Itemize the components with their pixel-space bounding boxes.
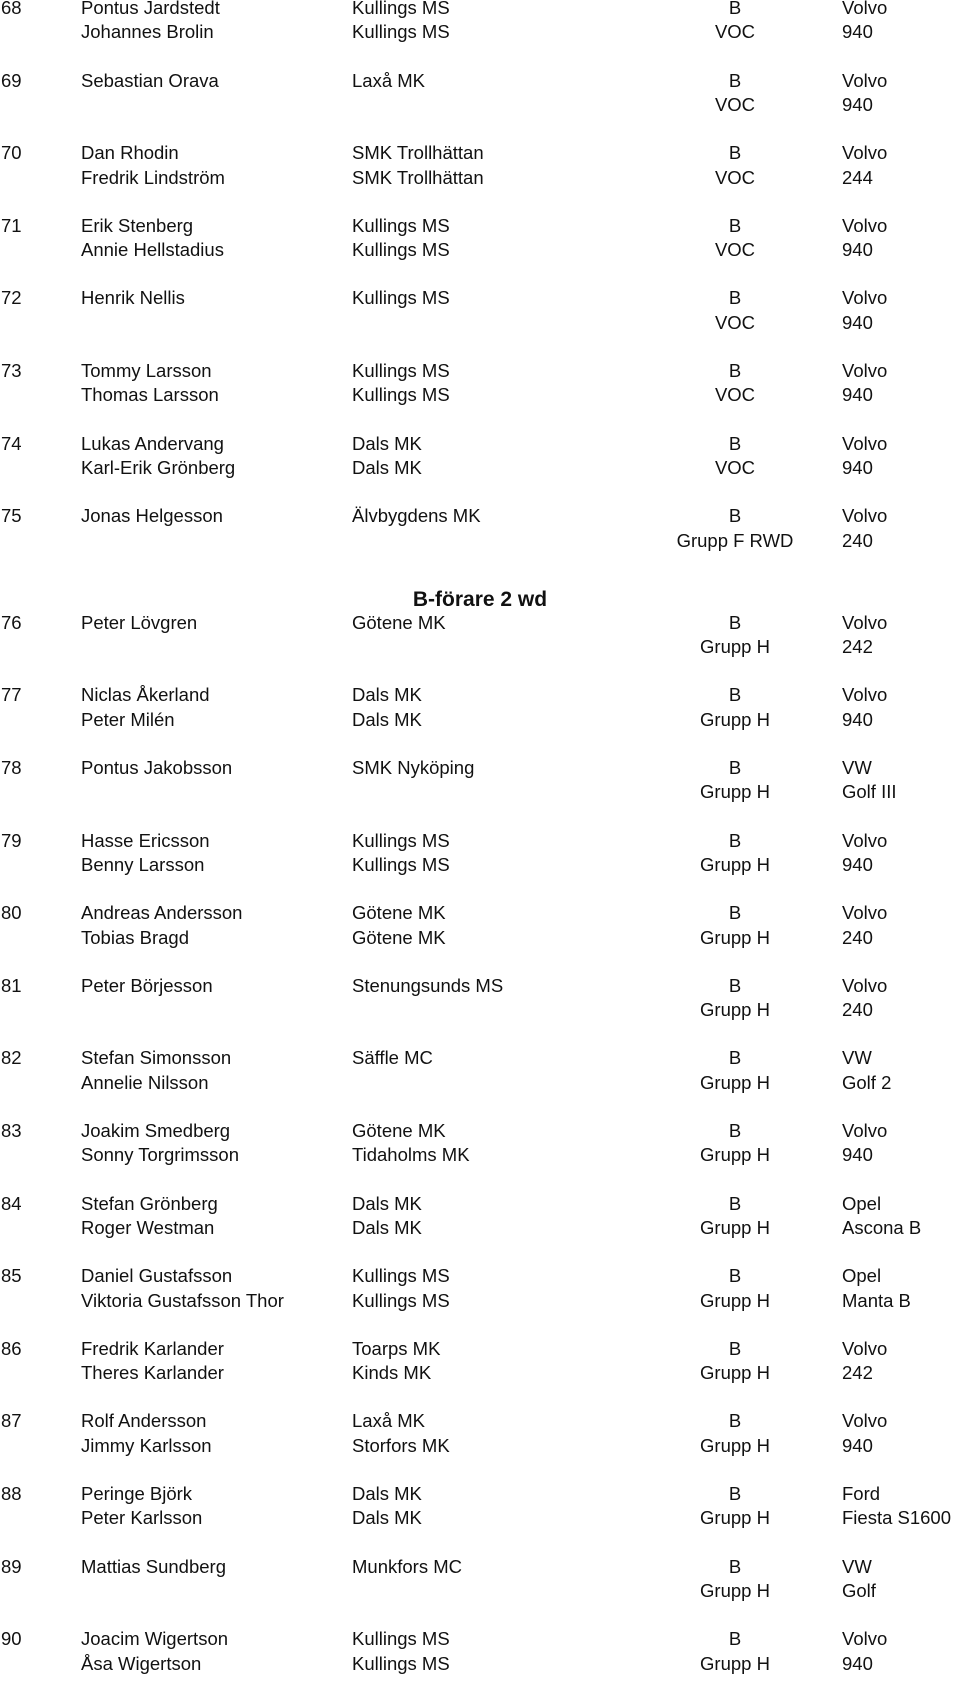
start-number: 81 [1, 974, 22, 996]
entry-row [0, 1264, 960, 1288]
car-label: Manta B [842, 1289, 911, 1311]
car-label: Opel [842, 1265, 882, 1287]
club-name: SMK Trollhättan [352, 166, 484, 188]
club-name: Kullings MS [352, 853, 450, 875]
driver-name: Joacim Wigertson [81, 1628, 229, 1650]
start-number: 83 [1, 1120, 22, 1141]
class-label: B [728, 611, 742, 633]
entry-row [0, 1216, 960, 1240]
entry-row [0, 311, 960, 335]
start-number: 79 [1, 829, 22, 851]
club-name: Säffle MC [352, 1047, 433, 1069]
club-name: Dals MK [352, 1483, 422, 1504]
car-label: 240 [842, 999, 873, 1021]
class-label: Grupp H [700, 1216, 770, 1238]
class-label: B [728, 829, 742, 851]
car-label: 244 [842, 166, 873, 188]
driver-name: Stefan Grönberg [81, 1192, 218, 1214]
car-label: 940 [842, 1434, 873, 1456]
car-label: Opel [842, 1192, 882, 1214]
car-label: 940 [842, 311, 873, 333]
car-label: Volvo [842, 69, 888, 91]
start-number: 74 [1, 432, 22, 454]
entry-row [0, 1192, 960, 1216]
club-name: Kullings MS [352, 1628, 450, 1650]
class-label: Grupp H [700, 926, 770, 948]
car-label: Volvo [842, 1337, 888, 1359]
entry-row [0, 359, 960, 383]
entry-row [0, 926, 960, 950]
class-label: VOC [714, 384, 756, 406]
driver-name: Åsa Wigertson [81, 1652, 202, 1674]
start-number: 87 [1, 1410, 22, 1432]
entry-row [0, 1434, 960, 1458]
class-label: Grupp H [700, 781, 770, 803]
class-label: B [728, 974, 742, 996]
entry-row [0, 286, 960, 310]
class-label: Grupp H [700, 1071, 770, 1093]
entry-row [0, 383, 960, 407]
start-number: 72 [1, 287, 22, 309]
entry-row [0, 20, 960, 44]
club-name: Kinds MK [352, 1362, 432, 1384]
club-name: Dals MK [352, 1192, 422, 1214]
class-label: B [728, 505, 742, 527]
start-number: 89 [1, 1555, 22, 1577]
driver-name: Hasse Ericsson [81, 829, 210, 851]
car-label: 940 [842, 1144, 873, 1166]
car-label: Golf III [842, 781, 897, 803]
driver-name: Peter Milén [81, 708, 175, 730]
club-name: Kullings MS [352, 1652, 450, 1674]
class-label: Grupp H [700, 1362, 770, 1384]
car-label: 940 [842, 1652, 873, 1674]
car-label: VW [842, 757, 872, 778]
club-name: Toarps MK [352, 1337, 441, 1359]
car-label: Volvo [842, 0, 888, 18]
club-name: Munkfors MC [352, 1555, 462, 1577]
start-number: 85 [1, 1265, 22, 1287]
car-label: Volvo [842, 974, 888, 996]
class-label: B [728, 902, 742, 924]
club-name: Kullings MS [352, 239, 450, 261]
car-label: Volvo [842, 1410, 888, 1432]
club-name: Dals MK [352, 1216, 422, 1238]
class-label: VOC [714, 166, 756, 188]
class-label: B [728, 214, 742, 236]
car-label: Volvo [842, 684, 888, 706]
start-number: 82 [1, 1047, 22, 1069]
start-number: 78 [1, 757, 22, 778]
entry-row [0, 1652, 960, 1676]
class-label: Grupp H [700, 853, 770, 875]
driver-name: Erik Stenberg [81, 214, 194, 236]
driver-name: Tommy Larsson [81, 360, 212, 381]
entry-row [0, 166, 960, 190]
entry-row [0, 611, 960, 635]
club-name: Stenungsunds MS [352, 974, 504, 996]
driver-name: Lukas Andervang [81, 432, 224, 454]
club-name: Dals MK [352, 684, 422, 706]
class-label: B [728, 1337, 742, 1359]
class-label: B [728, 1410, 742, 1432]
club-name: Kullings MS [352, 1265, 450, 1287]
class-label: Grupp H [700, 1652, 770, 1674]
driver-name: Sebastian Orava [81, 69, 219, 91]
class-label: B [728, 757, 742, 778]
car-label: Volvo [842, 1120, 888, 1141]
club-name: Laxå MK [352, 1410, 426, 1432]
driver-name: Karl-Erik Grönberg [81, 456, 236, 478]
car-label: Ford [842, 1483, 881, 1504]
club-name: Kullings MS [352, 287, 450, 309]
start-number: 77 [1, 684, 22, 706]
car-label: Volvo [842, 611, 888, 633]
car-label: Golf [842, 1579, 876, 1601]
start-number: 84 [1, 1192, 22, 1214]
car-label: Volvo [842, 360, 888, 381]
class-label: Grupp H [700, 1434, 770, 1456]
entry-row [0, 1337, 960, 1361]
entry-row [0, 1361, 960, 1385]
club-name: Kullings MS [352, 1289, 450, 1311]
club-name: Storfors MK [352, 1434, 450, 1456]
class-label: B [728, 360, 742, 381]
driver-name: Rolf Andersson [81, 1410, 207, 1432]
car-label: 242 [842, 636, 873, 658]
class-label: VOC [714, 239, 756, 261]
entry-row [0, 1289, 960, 1313]
car-label: 940 [842, 21, 873, 43]
car-label: 240 [842, 529, 873, 551]
class-label: Grupp H [700, 708, 770, 730]
start-number: 76 [1, 611, 22, 633]
class-label: B [728, 287, 742, 309]
club-name: Kullings MS [352, 0, 450, 18]
driver-name: Henrik Nellis [81, 287, 185, 309]
club-name: Kullings MS [352, 829, 450, 851]
driver-name: Sonny Torgrimsson [81, 1144, 240, 1166]
entry-row [0, 683, 960, 707]
driver-name: Tobias Bragd [81, 926, 189, 948]
car-label: 940 [842, 456, 873, 478]
class-label: B [728, 1628, 742, 1650]
entry-row [0, 1409, 960, 1433]
car-label: Fiesta S1600 [842, 1507, 952, 1529]
car-label: VW [842, 1555, 872, 1577]
driver-name: Fredrik Karlander [81, 1337, 224, 1359]
driver-name: Niclas Åkerland [81, 684, 210, 706]
start-number: 69 [1, 69, 22, 91]
class-label: Grupp F RWD [676, 529, 794, 551]
entry-row [0, 1119, 960, 1143]
start-number: 70 [1, 142, 22, 164]
driver-name: Pontus Jardstedt [81, 0, 220, 18]
class-label: Grupp H [700, 1507, 770, 1529]
class-label: B [728, 1555, 742, 1577]
club-name: Götene MK [352, 611, 446, 633]
class-label: B [728, 142, 742, 164]
driver-name: Viktoria Gustafsson Thor [81, 1289, 284, 1311]
entry-row [0, 238, 960, 262]
car-label: Volvo [842, 214, 888, 236]
class-label: Grupp H [700, 1289, 770, 1311]
driver-name: Peringe Björk [81, 1483, 193, 1504]
entry-row [0, 93, 960, 117]
driver-name: Peter Karlsson [81, 1507, 203, 1529]
club-name: SMK Nyköping [352, 757, 475, 778]
car-label: Volvo [842, 902, 888, 924]
start-number: 71 [1, 214, 22, 236]
entry-row [0, 1482, 960, 1506]
driver-name: Fredrik Lindström [81, 166, 225, 188]
club-name: Dals MK [352, 708, 422, 730]
start-number: 68 [1, 0, 22, 18]
driver-name: Stefan Simonsson [81, 1047, 232, 1069]
car-label: VW [842, 1047, 872, 1069]
class-label: B [728, 1483, 742, 1504]
start-number: 86 [1, 1337, 22, 1359]
start-number: 88 [1, 1483, 22, 1504]
class-label: VOC [714, 93, 756, 115]
club-name: Kullings MS [352, 384, 450, 406]
driver-name: Annie Hellstadius [81, 239, 224, 261]
driver-name: Pontus Jakobsson [81, 757, 233, 778]
class-label: VOC [714, 311, 756, 333]
club-name: Kullings MS [352, 21, 450, 43]
club-name: Götene MK [352, 902, 446, 924]
car-label: Ascona B [842, 1216, 922, 1238]
club-name: SMK Trollhättan [352, 142, 484, 164]
car-label: Volvo [842, 142, 888, 164]
driver-name: Peter Börjesson [81, 974, 213, 996]
entry-row [0, 1555, 960, 1579]
entry-row [0, 780, 960, 804]
start-number: 90 [1, 1628, 22, 1650]
club-name: Kullings MS [352, 360, 450, 381]
section-heading: B-förare 2 wd [412, 587, 548, 611]
club-name: Götene MK [352, 1120, 446, 1141]
driver-name: Annelie Nilsson [81, 1071, 209, 1093]
car-label: 940 [842, 239, 873, 261]
entry-row [0, 214, 960, 238]
class-label: Grupp H [700, 1579, 770, 1601]
entry-row [0, 829, 960, 853]
class-label: B [728, 432, 742, 454]
car-label: Volvo [842, 505, 888, 527]
entry-row [0, 1579, 960, 1603]
class-label: B [728, 684, 742, 706]
start-number: 73 [1, 360, 22, 381]
entry-row [0, 1046, 960, 1070]
class-label: B [728, 1120, 742, 1141]
entry-row [0, 456, 960, 480]
club-name: Älvbygdens MK [352, 505, 481, 527]
class-label: Grupp H [700, 636, 770, 658]
driver-name: Benny Larsson [81, 853, 205, 875]
car-label: 940 [842, 708, 873, 730]
car-label: Volvo [842, 1628, 888, 1650]
entry-row [0, 756, 960, 780]
driver-name: Jonas Helgesson [81, 505, 223, 527]
entry-row [0, 69, 960, 93]
driver-name: Joakim Smedberg [81, 1120, 231, 1141]
entry-row [0, 635, 960, 659]
class-label: B [728, 1047, 742, 1069]
entry-row [0, 504, 960, 528]
entry-row [0, 708, 960, 732]
entry-row [0, 1627, 960, 1651]
car-label: 940 [842, 384, 873, 406]
entry-row [0, 974, 960, 998]
car-label: 240 [842, 926, 873, 948]
entry-row [0, 853, 960, 877]
driver-name: Mattias Sundberg [81, 1555, 227, 1577]
start-number: 80 [1, 902, 22, 924]
class-label: VOC [714, 456, 756, 478]
driver-name: Johannes Brolin [81, 21, 214, 43]
driver-name: Theres Karlander [81, 1362, 224, 1384]
car-label: 242 [842, 1362, 873, 1384]
class-label: B [728, 1192, 742, 1214]
entry-row [0, 432, 960, 456]
driver-name: Thomas Larsson [81, 384, 219, 406]
driver-name: Andreas Andersson [81, 902, 243, 924]
entry-row [0, 1143, 960, 1167]
class-label: VOC [714, 21, 756, 43]
driver-name: Peter Lövgren [81, 611, 198, 633]
driver-name: Daniel Gustafsson [81, 1265, 233, 1287]
start-number: 75 [1, 505, 22, 527]
entry-row [0, 901, 960, 925]
club-name: Laxå MK [352, 69, 426, 91]
entry-row [0, 998, 960, 1022]
car-label: Volvo [842, 432, 888, 454]
club-name: Dals MK [352, 456, 422, 478]
car-label: 940 [842, 93, 873, 115]
club-name: Kullings MS [352, 214, 450, 236]
entry-row [0, 0, 960, 20]
class-label: Grupp H [700, 1144, 770, 1166]
club-name: Götene MK [352, 926, 446, 948]
driver-name: Roger Westman [81, 1216, 215, 1238]
entry-row [0, 141, 960, 165]
car-label: 940 [842, 853, 873, 875]
car-label: Golf 2 [842, 1071, 892, 1093]
class-label: B [728, 1265, 742, 1287]
club-name: Dals MK [352, 432, 422, 454]
entry-row [0, 1071, 960, 1095]
entry-row [0, 529, 960, 553]
club-name: Dals MK [352, 1507, 422, 1529]
car-label: Volvo [842, 287, 888, 309]
driver-name: Jimmy Karlsson [81, 1434, 212, 1456]
club-name: Tidaholms MK [352, 1144, 470, 1166]
class-label: Grupp H [700, 999, 770, 1021]
class-label: B [728, 69, 742, 91]
driver-name: Dan Rhodin [81, 142, 179, 164]
entry-row [0, 1506, 960, 1530]
car-label: Volvo [842, 829, 888, 851]
class-label: B [728, 0, 742, 18]
